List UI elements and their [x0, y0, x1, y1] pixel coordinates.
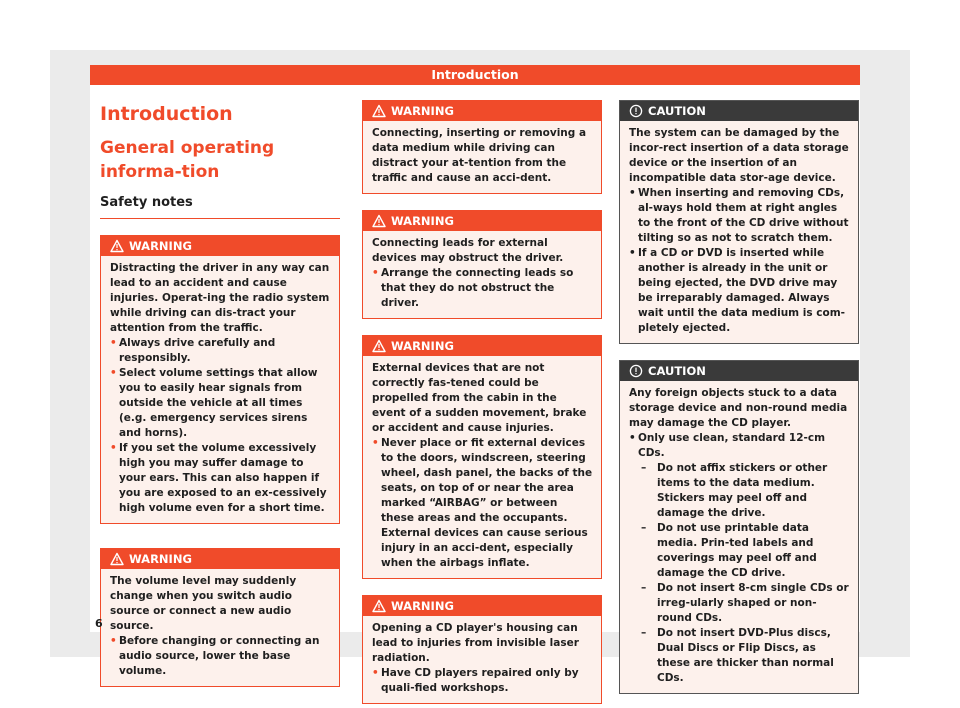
dash-item: – Do not use printable data media. Prin-ted labels and coverings may peel off and damage the CD drive.	[641, 522, 817, 579]
page-number: 6	[95, 617, 103, 630]
warning-box	[100, 548, 340, 687]
caution-box	[619, 100, 859, 344]
bullet-item: • Arrange the connecting leads so that they do not obstruct the driver.	[372, 267, 574, 309]
caution-text: Any foreign objects stuck to a data storage device and non-round media may damage the CD player.	[629, 387, 848, 429]
warning-header	[101, 549, 339, 569]
warning-label: WARNING	[129, 552, 192, 566]
dash-item: – Do not insert 8-cm single CDs or irreg-ularly shaped or non-round CDs.	[641, 582, 849, 624]
column-2	[362, 100, 602, 704]
warning-text: Connecting, inserting or removing a data medium while driving can distract your at-tention from the traffic and cause an acci-dent.	[372, 127, 587, 184]
caution-header	[620, 361, 858, 381]
bullet-item: • Only use clean, standard 12-cm CDs.	[629, 432, 826, 459]
caution-text: The system can be damaged by the incor-rect insertion of a data storage device or the insertion of an incompatible data stor-age device.	[629, 127, 849, 184]
caution-circle-icon	[629, 364, 643, 378]
warning-triangle-icon	[110, 552, 124, 566]
bullet-item: • When inserting and removing CDs, al-ways hold them at right angles to the front of the CD drive without tilting so as not to scratch them.	[629, 187, 849, 244]
warning-label: WARNING	[129, 239, 192, 253]
bullet-item: • If a CD or DVD is inserted while another is already in the unit or being ejected, the DVD drive may be irreparably damaged. Always wait until the data medium is com-pletely ejected.	[629, 247, 846, 334]
running-header: Introduction	[90, 65, 860, 85]
caution-label: CAUTION	[648, 104, 706, 118]
warning-box	[362, 335, 602, 579]
warning-text: Distracting the driver in any way can lead to an accident and cause injuries. Operat-ing the radio system while driving can dis-tract your attention from the traffic.	[110, 262, 330, 334]
warning-triangle-icon	[372, 599, 386, 613]
warning-header	[363, 211, 601, 231]
warning-triangle-icon	[110, 239, 124, 253]
bullet-item: • If you set the volume excessively high you may suffer damage to your ears. This can also happen if you are exposed to an ex-cessively high volume even for a short time.	[110, 442, 327, 514]
warning-box	[362, 100, 602, 194]
warning-box	[362, 210, 602, 319]
warning-text: External devices that are not correctly fas-tened could be propelled from the cabin in the event of a sudden movement, brake or accident and cause injuries.	[372, 362, 587, 434]
section-title: General operating informa-tion	[100, 138, 275, 182]
warning-box	[362, 595, 602, 704]
warning-triangle-icon	[372, 214, 386, 228]
warning-text: Connecting leads for external devices may obstruct the driver.	[372, 237, 564, 264]
bullet-item: • Never place or fit external devices to the doors, windscreen, steering wheel, dash panel, the backs of the seats, on top of or near the area marked “AIRBAG” or between these areas and the occupants. External devices can cause serious injury in an acci-dent, especially when the airbags inflate.	[372, 437, 593, 569]
warning-header	[363, 101, 601, 121]
warning-label: WARNING	[391, 339, 454, 353]
warning-label: WARNING	[391, 599, 454, 613]
warning-box	[100, 235, 340, 524]
warning-label: WARNING	[391, 214, 454, 228]
caution-circle-icon	[629, 104, 643, 118]
dash-item: – Do not affix stickers or other items to the data medium. Stickers may peel off and damage the drive.	[641, 462, 828, 519]
warning-header	[101, 236, 339, 256]
caution-box	[619, 360, 859, 694]
warning-triangle-icon	[372, 104, 386, 118]
warning-label: WARNING	[391, 104, 454, 118]
subsection-title: Safety notes	[100, 194, 340, 219]
bullet-item: • Before changing or connecting an audio source, lower the base volume.	[110, 635, 320, 677]
warning-header	[363, 596, 601, 616]
warning-header	[363, 336, 601, 356]
bullet-item: • Have CD players repaired only by quali-fied workshops.	[372, 667, 579, 694]
column-1	[100, 100, 340, 687]
bullet-item: • Select volume settings that allow you to easily hear signals from outside the vehicle at all times (e.g. emergency services sirens and horns).	[110, 367, 318, 439]
column-3	[619, 100, 859, 694]
dash-item: – Do not insert DVD-Plus discs, Dual Discs or Flip Discs, as these are thicker than normal CDs.	[641, 627, 834, 684]
warning-text: Opening a CD player's housing can lead to injuries from invisible laser radiation.	[372, 622, 579, 664]
caution-label: CAUTION	[648, 364, 706, 378]
warning-triangle-icon	[372, 339, 386, 353]
chapter-title: Introduction	[100, 103, 233, 125]
bullet-item: • Always drive carefully and responsibly.	[110, 337, 276, 364]
warning-text: The volume level may suddenly change when you switch audio source or connect a new audio source.	[110, 575, 297, 632]
caution-header	[620, 101, 858, 121]
